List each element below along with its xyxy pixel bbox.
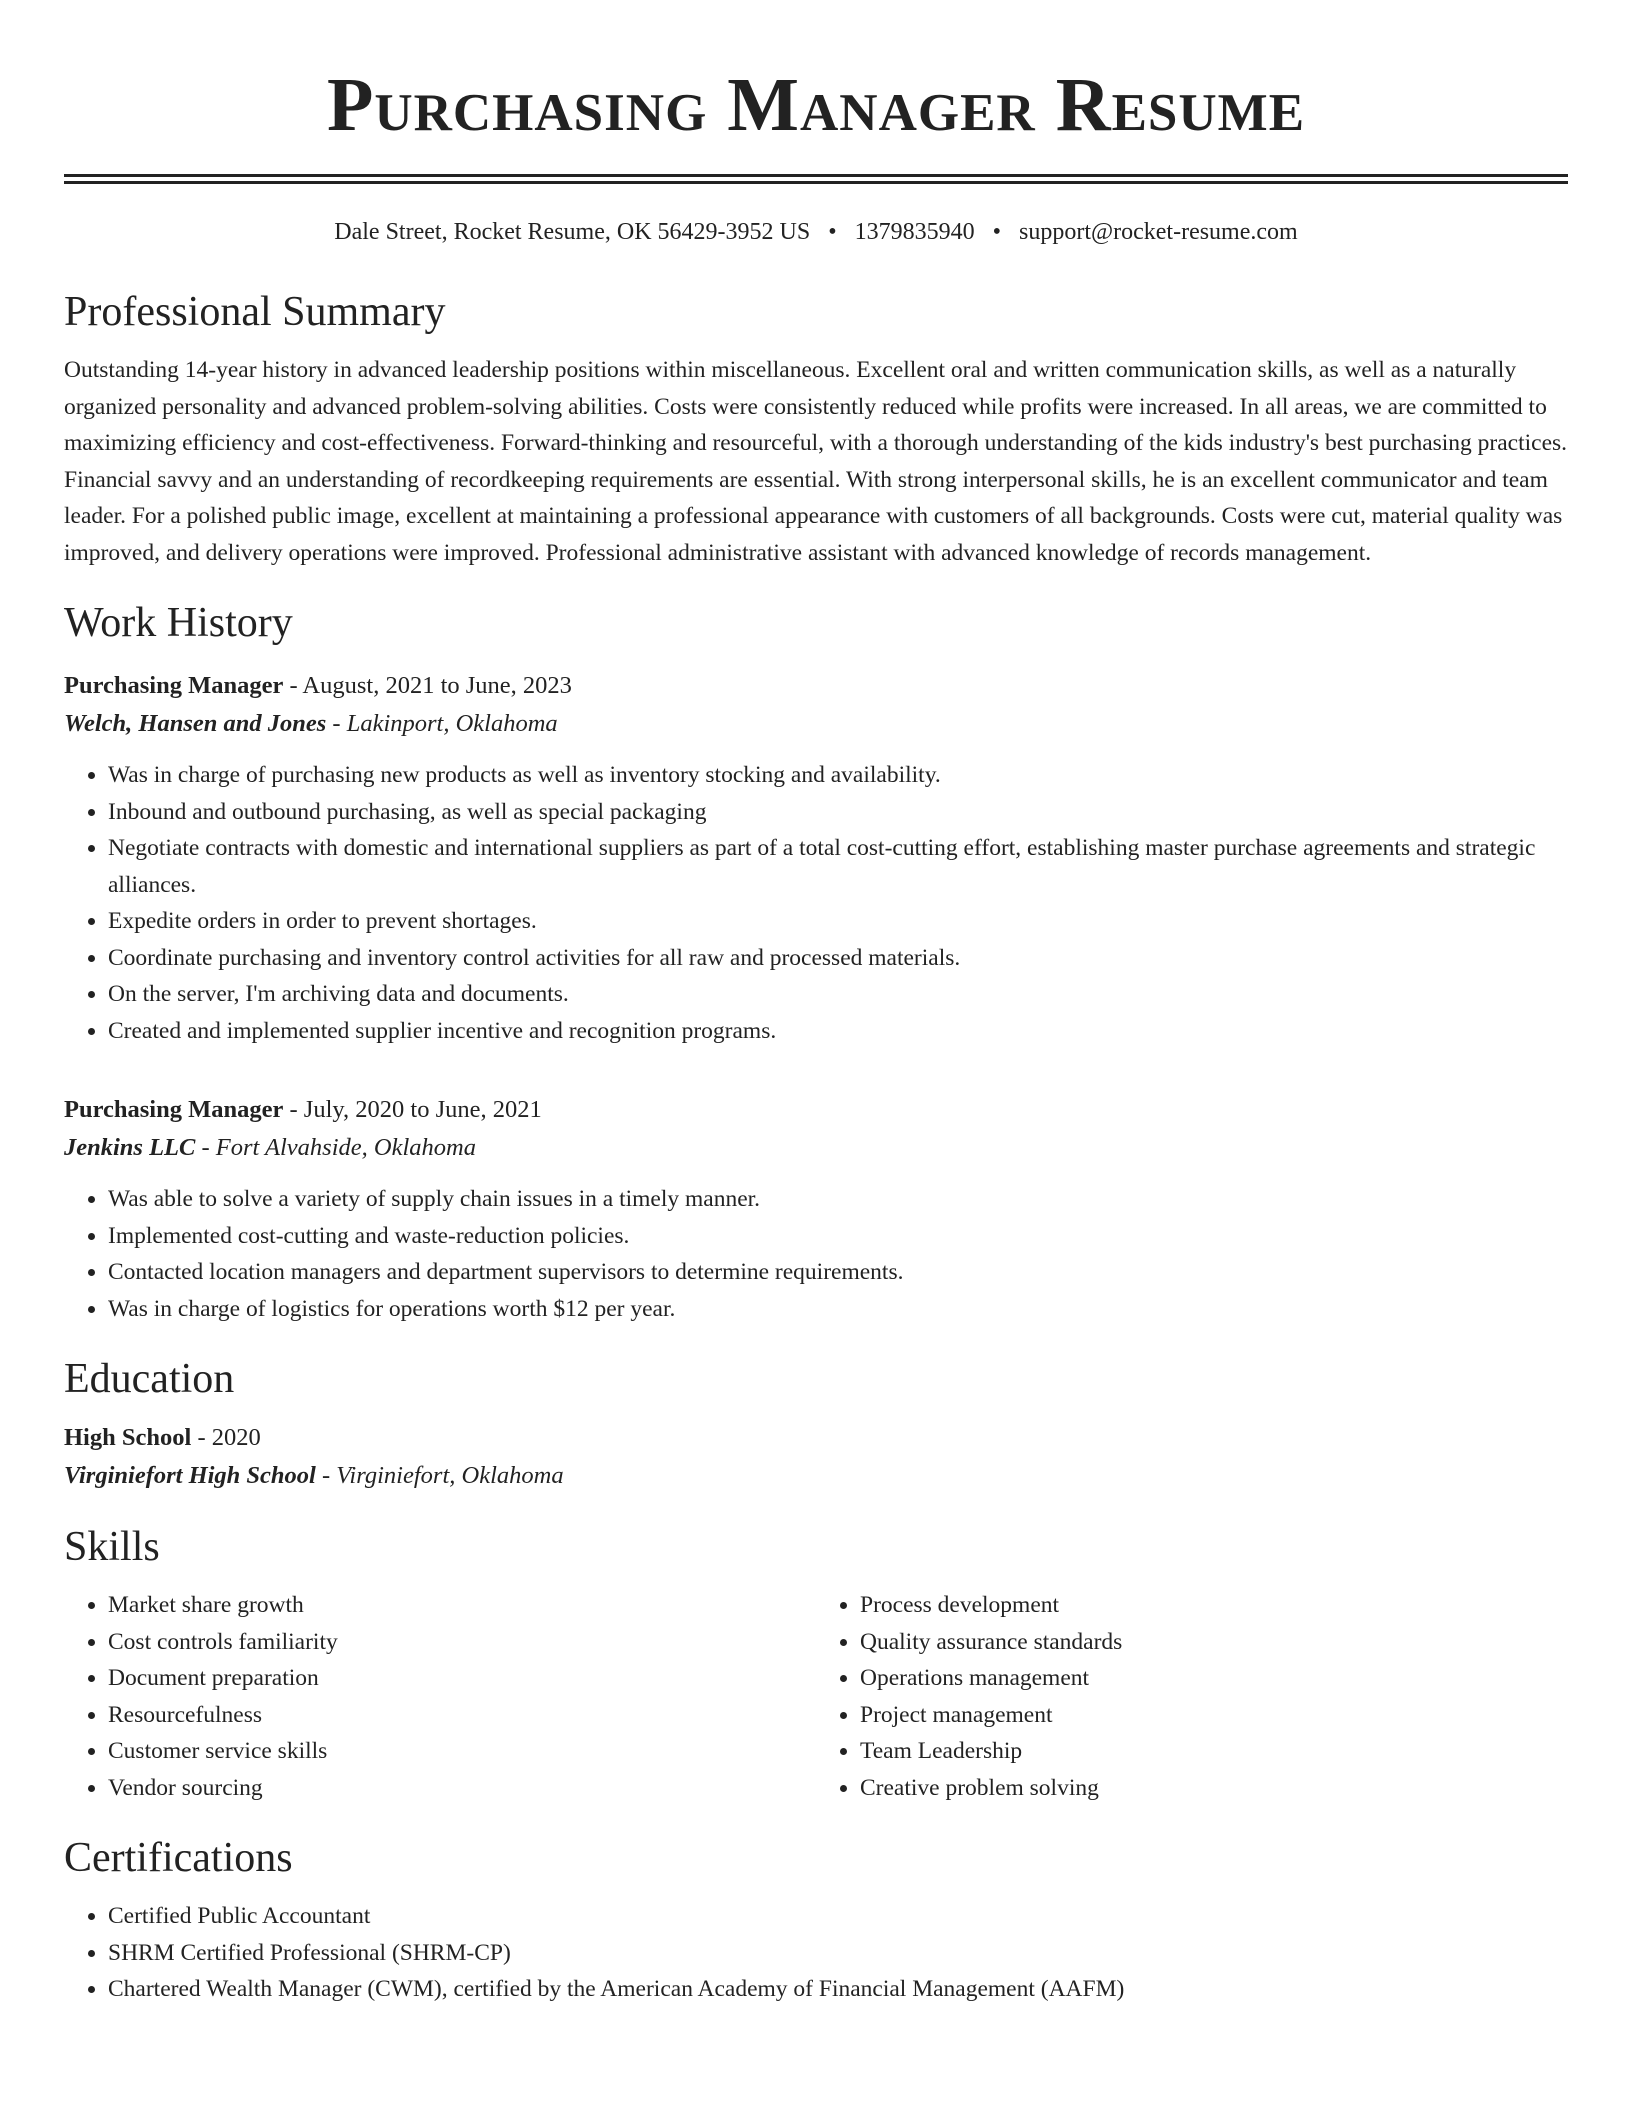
skill-item: • Cost controls familiarity bbox=[108, 1624, 816, 1661]
contact-email: support@rocket-resume.com bbox=[1019, 219, 1298, 245]
education-degree-line bbox=[64, 1419, 1568, 1457]
contact-phone: 1379835940 bbox=[854, 219, 975, 245]
certification-item: • Certified Public Accountant bbox=[108, 1898, 1568, 1935]
education-degree: High School bbox=[64, 1424, 192, 1451]
job-duty: • Was in charge of logistics for operations worth $12 per year. bbox=[108, 1291, 1568, 1328]
work-history-heading: Work History bbox=[64, 600, 293, 646]
certifications-heading: Certifications bbox=[64, 1835, 293, 1881]
skills-grid bbox=[64, 1587, 1568, 1806]
job-duty: • Was able to solve a variety of supply chain issues in a timely manner. bbox=[108, 1181, 1568, 1218]
job-duties-list bbox=[64, 1181, 1568, 1327]
certification-item: • SHRM Certified Professional (SHRM-CP) bbox=[108, 1935, 1568, 1972]
job-dates: - July, 2020 to June, 2021 bbox=[283, 1096, 542, 1123]
job-company: Welch, Hansen and Jones bbox=[64, 710, 327, 737]
job-title: Purchasing Manager bbox=[64, 672, 284, 699]
contact-separator: • bbox=[828, 219, 837, 245]
skills-heading: Skills bbox=[64, 1524, 160, 1570]
job-entry bbox=[64, 667, 1568, 1049]
skill-item: • Customer service skills bbox=[108, 1733, 816, 1770]
education-year: - 2020 bbox=[191, 1424, 261, 1451]
skill-item: • Project management bbox=[860, 1697, 1568, 1734]
skill-item: • Quality assurance standards bbox=[860, 1624, 1568, 1661]
skills-list-right bbox=[816, 1587, 1568, 1806]
certifications-list bbox=[64, 1898, 1568, 2008]
job-duty: • Created and implemented supplier incentive and recognition programs. bbox=[108, 1013, 1568, 1050]
job-duty: • Coordinate purchasing and inventory control activities for all raw and processed materials. bbox=[108, 940, 1568, 977]
job-company: Jenkins LLC bbox=[64, 1134, 196, 1161]
job-duty: • Implemented cost-cutting and waste-reduction policies. bbox=[108, 1218, 1568, 1255]
job-company-line bbox=[64, 705, 1568, 743]
job-dates: - August, 2021 to June, 2023 bbox=[283, 672, 572, 699]
education-location: - Virginiefort, Oklahoma bbox=[315, 1462, 564, 1489]
job-duty: • Inbound and outbound purchasing, as well as special packaging bbox=[108, 794, 1568, 831]
skill-item: • Operations management bbox=[860, 1660, 1568, 1697]
certification-item: • Chartered Wealth Manager (CWM), certified by the American Academy of Financial Management (AAFM) bbox=[108, 1971, 1568, 2008]
contact-address: Dale Street, Rocket Resume, OK 56429-3952 US bbox=[334, 219, 811, 245]
title-divider bbox=[64, 174, 1568, 184]
job-location: - Fort Alvahside, Oklahoma bbox=[195, 1134, 476, 1161]
skills-list-left bbox=[64, 1587, 816, 1806]
education-heading: Education bbox=[64, 1356, 235, 1402]
job-duty: • Contacted location managers and department supervisors to determine requirements. bbox=[108, 1254, 1568, 1291]
contact-line bbox=[64, 216, 1568, 248]
summary-heading: Professional Summary bbox=[64, 289, 446, 335]
contact-separator: • bbox=[992, 219, 1002, 245]
job-title: Purchasing Manager bbox=[64, 1096, 284, 1123]
job-duties-list bbox=[64, 757, 1568, 1049]
job-entry bbox=[64, 1091, 1568, 1327]
summary-text: Outstanding 14-year history in advanced leadership positions within miscellaneous. Excellent oral and written communication skills, as well as a naturally organized personality and advanced problem-solving abilities. Costs were consistently reduced while profits were increased. In all areas, we are committed to maximizing efficiency and cost-effectiveness. Forward-thinking and resourceful, with a thorough understanding of the kids industry's best purchasing practices. Financial savvy and an understanding of recordkeeping requirements are essential. With strong interpersonal skills, he is an excellent communicator and team leader. For a polished public image, excellent at maintaining a professional appearance with customers of all backgrounds. Costs were cut, material quality was improved, and delivery operations were improved. Professional administrative assistant with advanced knowledge of records management. bbox=[64, 357, 1568, 566]
skill-item: • Market share growth bbox=[108, 1587, 816, 1624]
education-school-line bbox=[64, 1457, 1568, 1495]
job-location: - Lakinport, Oklahoma bbox=[326, 710, 558, 737]
job-company-line bbox=[64, 1129, 1568, 1167]
job-duty: • On the server, I'm archiving data and documents. bbox=[108, 976, 1568, 1013]
job-duty: • Was in charge of purchasing new products as well as inventory stocking and availability. bbox=[108, 757, 1568, 794]
skill-item: • Creative problem solving bbox=[860, 1770, 1568, 1807]
education-school: Virginiefort High School bbox=[64, 1462, 316, 1489]
skill-item: • Resourcefulness bbox=[108, 1697, 816, 1734]
resume-title: Purchasing Manager Resume bbox=[326, 63, 1306, 147]
job-title-line bbox=[64, 667, 1568, 705]
job-duty: • Expedite orders in order to prevent shortages. bbox=[108, 903, 1568, 940]
skill-item: • Team Leadership bbox=[860, 1733, 1568, 1770]
skill-item: • Process development bbox=[860, 1587, 1568, 1624]
skill-item: • Vendor sourcing bbox=[108, 1770, 816, 1807]
skill-item: • Document preparation bbox=[108, 1660, 816, 1697]
job-title-line bbox=[64, 1091, 1568, 1129]
job-duty: • Negotiate contracts with domestic and international suppliers as part of a total cost-cutting effort, establishing master purchase agreements and strategic alliances. bbox=[108, 830, 1568, 903]
